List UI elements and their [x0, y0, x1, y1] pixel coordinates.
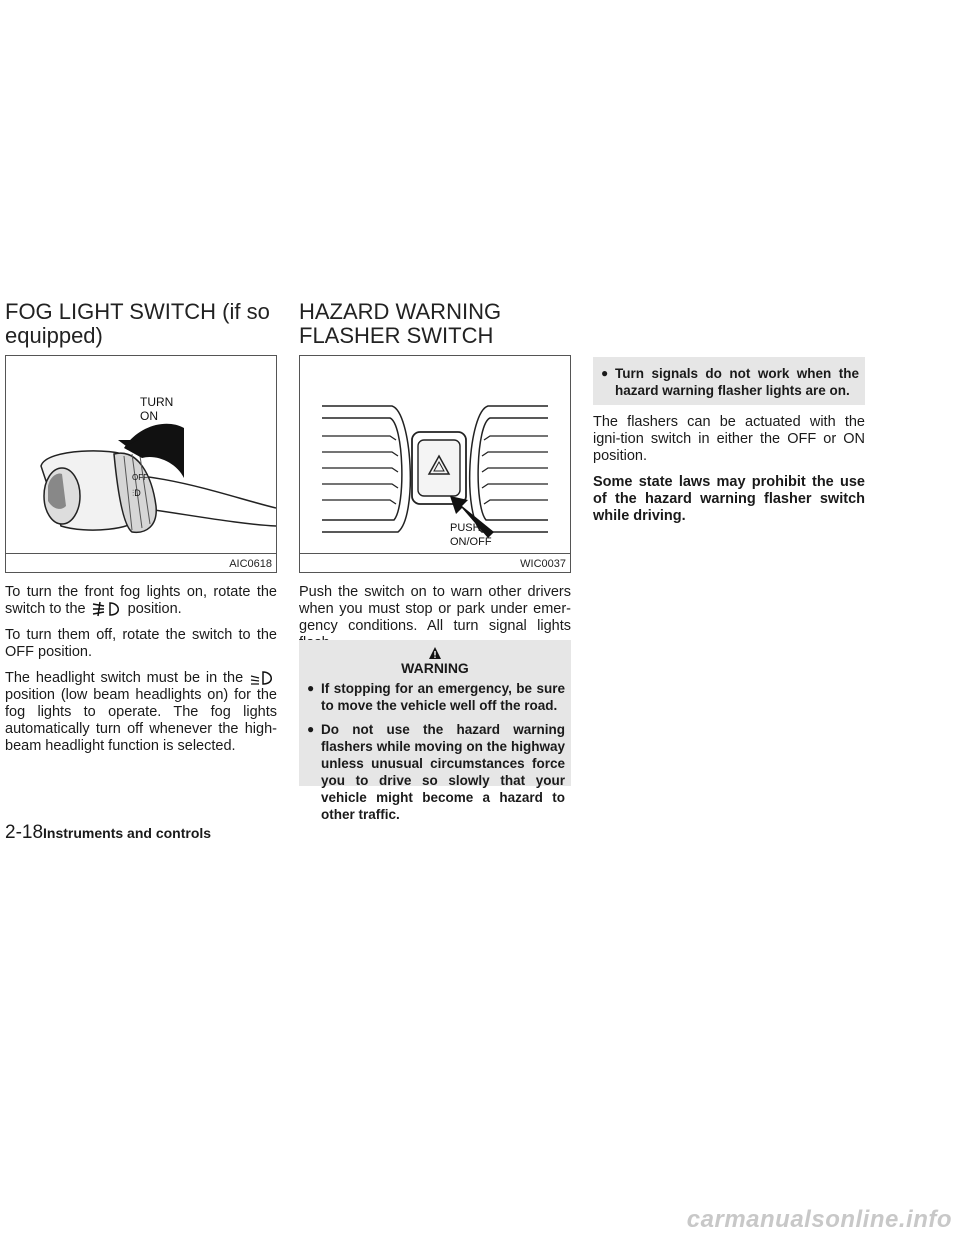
- hazard-para-1: Push the switch on to warn other drivers when you must stop or park under emer-gency conditions. All turn signal lights: [299, 584, 571, 634]
- hazard-switch-illustration: [300, 356, 570, 554]
- on-label: ON: [140, 409, 158, 423]
- push-label: PUSH: [450, 522, 481, 534]
- fog-para-1: [5, 584, 277, 618]
- turn-label: TURN: [140, 395, 174, 409]
- fog-para-3: [5, 670, 277, 755]
- onoff-label: ON/OFF: [450, 536, 492, 548]
- fog-switch-illustration: [6, 356, 276, 554]
- bullet-icon: ●: [307, 722, 315, 736]
- fog-light-heading: FOG LIGHT SWITCH (if so equipped): [5, 299, 270, 348]
- warning-bullet-text: If stopping for an emergency, be sure to move the vehicle well off the road.: [321, 681, 565, 713]
- watermark: carmanualsonline.info: [686, 1206, 952, 1233]
- figure-caption-bar: [300, 553, 570, 572]
- page-number: 2-18: [5, 822, 44, 843]
- low-beam-icon: [249, 670, 277, 686]
- figure-caption-bar: [6, 553, 276, 572]
- fog-para-3-end: position (low beam headlights on) for the fog lights to operate. The fog lights automatically turn off whenever the high-beam headlight function is selected.: [5, 687, 277, 754]
- warning-title: WARNING: [401, 660, 469, 676]
- fog-light-text: [5, 584, 277, 764]
- flasher-text: [593, 414, 865, 534]
- hazard-figure: [299, 355, 571, 573]
- warning-bullet: [305, 680, 565, 714]
- section-title: Instruments and controls: [43, 825, 212, 841]
- off-label: OFF: [132, 473, 148, 482]
- flasher-para-1: The flashers can be actuated with the igni-tion switch in either the OFF or ON position.: [593, 414, 865, 464]
- fog-para-3-start: The headlight switch must be in the: [5, 670, 244, 686]
- fog-para-2: To turn them off, rotate the switch to the OFF position.: [5, 627, 277, 660]
- fog-symbol-label: ⫶D: [132, 488, 141, 498]
- hazard-heading: HAZARD WARNING FLASHER SWITCH: [299, 299, 502, 348]
- figure-code: WIC0037: [520, 558, 566, 570]
- warning-bullet-text: Do not use the hazard warning flashers while moving on the highway unless unusual circumstances force you to drive so slowly that your vehicle might become a hazard to other traffic.: [321, 722, 565, 822]
- bullet-icon: ●: [307, 681, 315, 695]
- warning-box: [299, 640, 571, 822]
- fog-para-1-end: position.: [127, 601, 182, 617]
- warning-icon: [428, 646, 442, 660]
- note-bullet: [599, 365, 859, 399]
- page-footer: [5, 822, 211, 844]
- fog-para-1-start: To turn the front fog lights on, rotate the switch to the: [5, 584, 277, 617]
- note-bullet-text: Turn signals do not work when the hazard warning flasher lights are on.: [615, 366, 859, 398]
- fog-light-icon: [90, 601, 124, 617]
- turn-signal-note-box: [593, 357, 865, 405]
- figure-code: AIC0618: [229, 558, 272, 570]
- warning-bullet: [305, 721, 565, 823]
- fog-light-figure: [5, 355, 277, 573]
- flasher-para-2: Some state laws may prohibit the use of the hazard warning flasher switch while driving.: [593, 474, 865, 524]
- bullet-icon: ●: [601, 366, 609, 380]
